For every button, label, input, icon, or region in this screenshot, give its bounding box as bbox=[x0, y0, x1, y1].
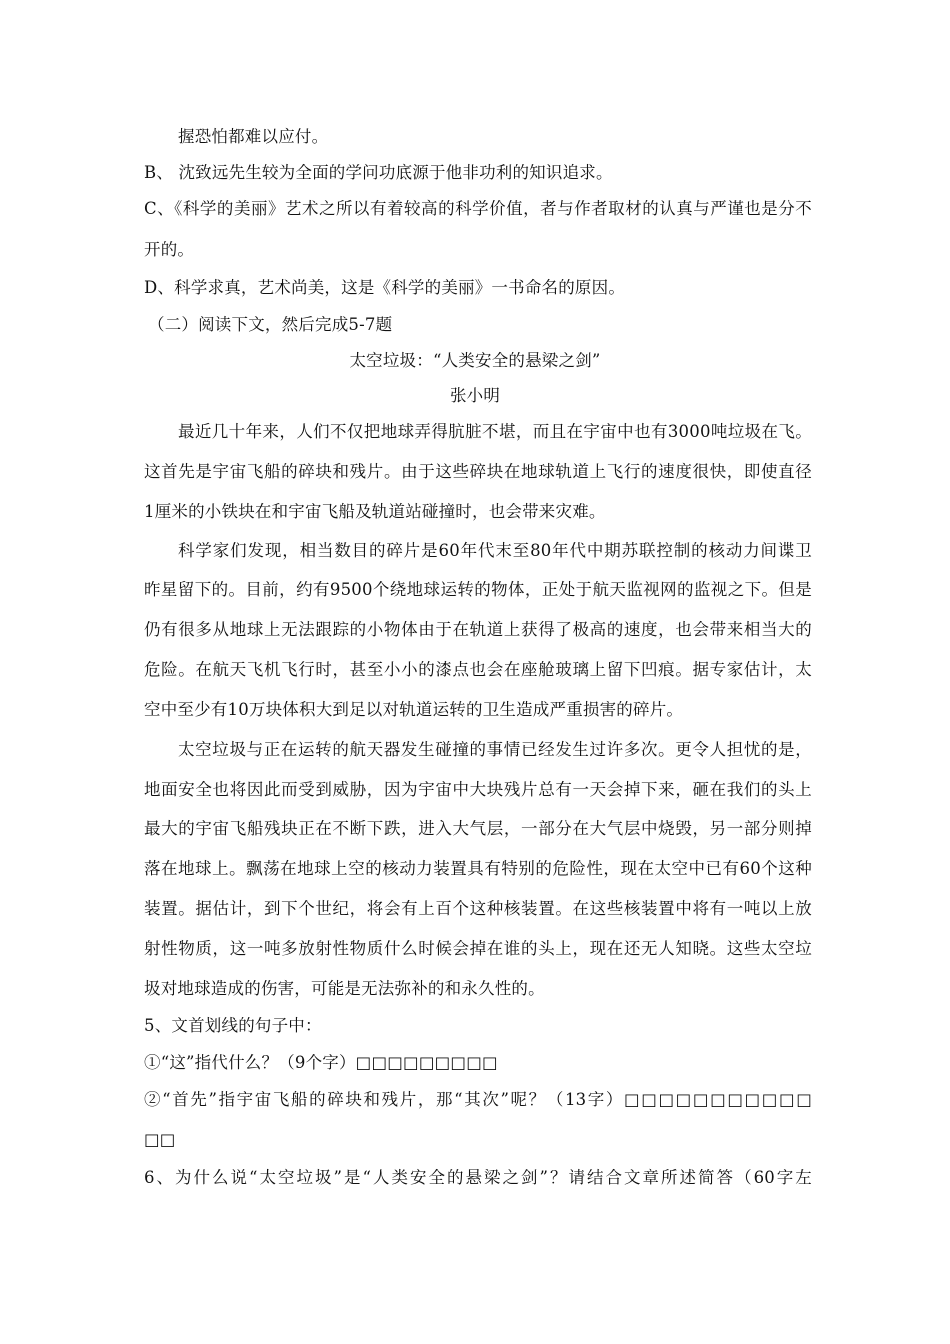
paragraph-1-line-3: 1厘米的小铁块在和宇宙飞船及轨道站碰撞时，也会带来灾难。 bbox=[144, 502, 606, 521]
article-title: 太空垃圾：“人类安全的悬梁之剑” bbox=[349, 351, 601, 370]
paragraph-3-line-6: 射性物质，这一吨多放射性物质什么时候会掉在谁的头上，现在还无人知晓。这些太空垃 bbox=[144, 939, 812, 958]
question-6: 6、为什么说“太空垃圾”是“人类安全的悬梁之剑”？请结合文章所述简答（60字左 bbox=[144, 1168, 812, 1187]
paragraph-2-line-2: 昨星留下的。目前，约有9500个绕地球运转的物体，正处于航天监视网的监视之下。但是 bbox=[144, 580, 812, 599]
paragraph-2-line-3: 仍有很多从地球上无法跟踪的小物体由于在轨道上获得了极高的速度，也会带来相当大的 bbox=[144, 620, 812, 639]
paragraph-3-line-3: 最大的宇宙飞船残块正在不断下跌，进入大气层，一部分在大气层中烧毁，另一部分则掉 bbox=[144, 819, 812, 838]
paragraph-2-line-4: 危险。在航天飞机飞行时，甚至小小的漆点也会在座舱玻璃上留下凹痕。据专家估计，太 bbox=[144, 660, 812, 679]
paragraph-1-line-1: 最近几十年来，人们不仅把地球弄得肮脏不堪，而且在宇宙中也有3000吨垃圾在飞。 bbox=[178, 422, 812, 441]
option-c-line-2: 开的。 bbox=[144, 240, 195, 259]
paragraph-3-line-7: 圾对地球造成的伤害，可能是无法弥补的和永久性的。 bbox=[144, 979, 545, 998]
question-5: 5、文首划线的句子中： bbox=[144, 1016, 322, 1035]
article-author: 张小明 bbox=[449, 386, 501, 405]
question-5-part-2-continuation: □□ bbox=[144, 1130, 176, 1149]
option-b: B、 沈致远先生较为全面的学问功底源于他非功利的知识追求。 bbox=[144, 163, 613, 182]
paragraph-3-line-2: 地面安全也将因此而受到威胁，因为宇宙中大块残片总有一天会掉下来，砸在我们的头上 bbox=[144, 780, 812, 799]
question-5-part-1: ①“这”指代什么？（9个字）□□□□□□□□□ bbox=[144, 1053, 498, 1072]
paragraph-3-line-4: 落在地球上。飘荡在地球上空的核动力装置具有特别的危险性，现在太空中已有60个这种 bbox=[144, 859, 812, 878]
question-5-part-2: ②“首先”指宇宙飞船的碎块和残片，那“其次”呢？（13字）□□□□□□□□□□□ bbox=[144, 1090, 812, 1109]
paragraph-3-line-1: 太空垃圾与正在运转的航天器发生碰撞的事情已经发生过许多次。更令人担忧的是， bbox=[178, 740, 812, 759]
option-c-line-1: C、《科学的美丽》艺术之所以有着较高的科学价值，者与作者取材的认真与严谨也是分不 bbox=[144, 199, 812, 218]
option-d: D、科学求真，艺术尚美，这是《科学的美丽》一书命名的原因。 bbox=[144, 278, 626, 297]
paragraph-2-line-5: 空中至少有10万块体积大到足以对轨道运转的卫生造成严重损害的碎片。 bbox=[144, 700, 684, 719]
paragraph-3-line-5: 装置。据估计，到下个世纪，将会有上百个这种核装置。在这些核装置中将有一吨以上放 bbox=[144, 899, 812, 918]
section-heading: （二）阅读下文，然后完成5-7题 bbox=[148, 315, 393, 334]
paragraph-1-line-2: 这首先是宇宙飞船的碎块和残片。由于这些碎块在地球轨道上飞行的速度很快，即使直径 bbox=[144, 462, 812, 481]
paragraph-2-line-1: 科学家们发现，相当数目的碎片是60年代末至80年代中期苏联控制的核动力间谍卫 bbox=[178, 541, 812, 560]
text-line-continuation: 握恐怕都难以应付。 bbox=[178, 127, 329, 146]
